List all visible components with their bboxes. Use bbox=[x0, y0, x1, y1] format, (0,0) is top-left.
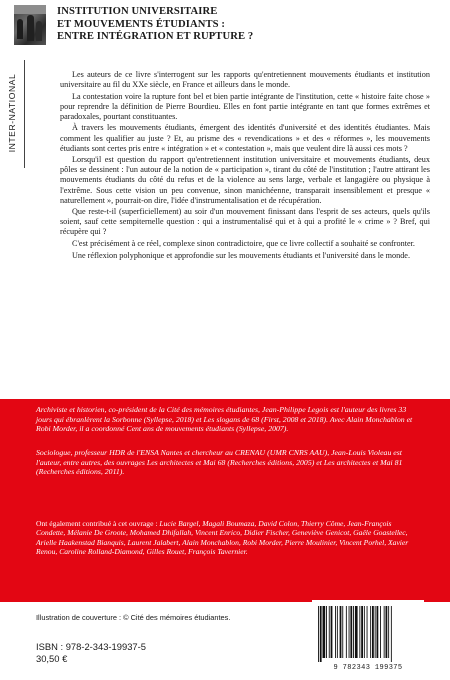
barcode-bar bbox=[355, 606, 358, 658]
price: 30,50 € bbox=[36, 653, 68, 664]
barcode bbox=[312, 600, 424, 674]
barcode-bar bbox=[364, 606, 365, 658]
isbn-number: ISBN : 978-2-343-19937-5 bbox=[36, 641, 146, 652]
barcode-bar bbox=[370, 606, 371, 658]
barcode-bar bbox=[391, 606, 392, 662]
barcode-bar bbox=[342, 606, 343, 658]
contributors-names: Lucie Bargel, Magali Boumaza, David Colon, Thierry Côme, Jean-François Condette, Mélanie De Groote, Mohamed Dhifallah, Vincent Enrico, Didier Fischer, Geneviève Genicot, Gaële Goastellec, Arielle Haakenstad Bianquis, Laurent Jalabert, Alain Monchablon, Robi Morder, Pierre Moulinier, Vincent Porhel, Xavier Renou, Caroline Rolland-Diamond, Gilles Rouet, François Tavernier. bbox=[36, 519, 409, 557]
barcode-bar bbox=[353, 606, 354, 658]
contributors-lead: Ont également contribué à cet ouvrage : bbox=[36, 519, 158, 528]
barcode-bar bbox=[375, 606, 376, 658]
barcode-bar bbox=[346, 606, 347, 658]
collection-name: INTER-NATIONAL bbox=[7, 73, 17, 153]
blurb-paragraph-2: La contestation voire la rupture font bel et bien partie intégrante de l'institution, cette « histoire faite chose » pour reprendre la définition de Pierre Bourdieu. Elles en font partie intégrante en tant que formes extrêmes et paradoxales, pourtant constituantes. bbox=[60, 91, 430, 121]
illustration-credit: Illustration de couverture : © Cité des mémoires étudiantes. bbox=[36, 613, 231, 622]
barcode-bar bbox=[349, 606, 350, 658]
barcode-bar bbox=[320, 606, 322, 662]
collection-divider bbox=[24, 60, 25, 168]
barcode-bar bbox=[326, 606, 327, 658]
barcode-bar bbox=[359, 606, 360, 658]
barcode-bar bbox=[377, 606, 379, 658]
barcode-bar bbox=[331, 606, 333, 658]
barcode-bar bbox=[350, 606, 352, 658]
blurb-paragraph-7: Une réflexion polyphonique et approfondie sur les mouvements étudiants et l'université dans le monde. bbox=[72, 250, 410, 260]
contributors-list bbox=[36, 519, 416, 557]
barcode-bar bbox=[337, 606, 338, 658]
barcode-bar bbox=[386, 606, 388, 658]
author-bio-violeau: Sociologue, professeur HDR de l'ENSA Nantes et chercheur au CRENAU (UMR CNRS AAU), Jean-Louis Violeau est l'auteur, entre autres, des ouvrages Les architectes et Mai 68 (Recherches éditions, 2005) et Les architectes et Mai 81 (Recherches éditions, 2011). bbox=[36, 448, 403, 476]
barcode-bar bbox=[367, 606, 368, 658]
barcode-bar bbox=[380, 606, 381, 658]
title-line-3: ENTRE INTÉGRATION ET RUPTURE ? bbox=[57, 31, 254, 42]
blurb-paragraph-4: Lorsqu'il est question du rapport qu'entretiennent institution universitaire et mouvements étudiants, deux pôles se dessinent : l'un autour de la notion de « participation », tirant du côté de l'institution ; l'autre attirant les mouvements étudiants du côté du refus et de la violence au sens large, verbale et langagière ou physique à l'extrême. Sous cette vision un peu convenue, sinon manichéenne, transparait insensiblement et presque « naturellement », pourrait-on dire, l'idée d'instrumentalisation et de récupération. bbox=[60, 155, 430, 205]
barcode-bar bbox=[335, 606, 336, 658]
isbn-block bbox=[36, 641, 146, 665]
blurb-paragraph-5: Que reste-t-il (superficiellement) au soir d'un mouvement finissant dans l'esprit de ses acteurs, quels qu'ils soient, sauf cette sempiternelle question : qui a instrumentalisé qui et à qui a profité le « crime » ? Bref, qui récupère qui ? bbox=[60, 207, 430, 237]
blurb-paragraph-1: Les auteurs de ce livre s'interrogent sur les rapports qu'entretiennent mouvements étudiants et institution universitaire au fil du XXe siècle, en France et ailleurs dans le monde. bbox=[60, 70, 430, 90]
collection-label bbox=[3, 57, 21, 169]
barcode-bar bbox=[388, 606, 389, 658]
barcode-bar bbox=[318, 606, 319, 662]
barcode-bar bbox=[384, 606, 385, 658]
barcode-bar bbox=[372, 606, 374, 658]
blurb-text bbox=[60, 70, 430, 262]
barcode-bar bbox=[340, 606, 342, 658]
barcode-bar bbox=[323, 606, 326, 658]
barcode-bar bbox=[361, 606, 363, 658]
authors-panel bbox=[0, 399, 450, 602]
author-bio-legois: Archiviste et historien, co-président de la Cité des mémoires étudiantes, Jean-Philippe Legois est l'auteur des livres 33 jours qui ébranlèrent la Sorbonne (Syllepse, 2018) et Les slogans de 68 (First, 2008 et 2018). Avec Alain Monchablon et Robi Morder, il a coordonné Cent ans de mouvements étudiants (Syllepse, 2007). bbox=[36, 405, 413, 433]
blurb-paragraph-6: C'est précisément à ce réel, complexe sinon contradictoire, que ce livre collectif a souhaité se confronter. bbox=[72, 239, 415, 248]
title-line-1: INSTITUTION UNIVERSITAIRE bbox=[57, 6, 218, 17]
cover-photo-thumbnail bbox=[14, 5, 46, 45]
book-title bbox=[57, 6, 437, 44]
blurb-paragraph-3: À travers les mouvements étudiants, émergent des identités d'université et des identités étudiantes. Mais comment les qualifier au juste ? Et, au prisme des « revendications » et des « réformes », les mouvements étudiants sont certes pris entre « intégration » et « contestation », mais que veulent dire là aussi ces mots ? bbox=[60, 123, 430, 153]
title-line-2: ET MOUVEMENTS ÉTUDIANTS : bbox=[57, 18, 226, 30]
barcode-number: 9 782343 199375 bbox=[333, 664, 403, 672]
barcode-bars bbox=[312, 600, 424, 664]
barcode-bar bbox=[329, 606, 330, 658]
